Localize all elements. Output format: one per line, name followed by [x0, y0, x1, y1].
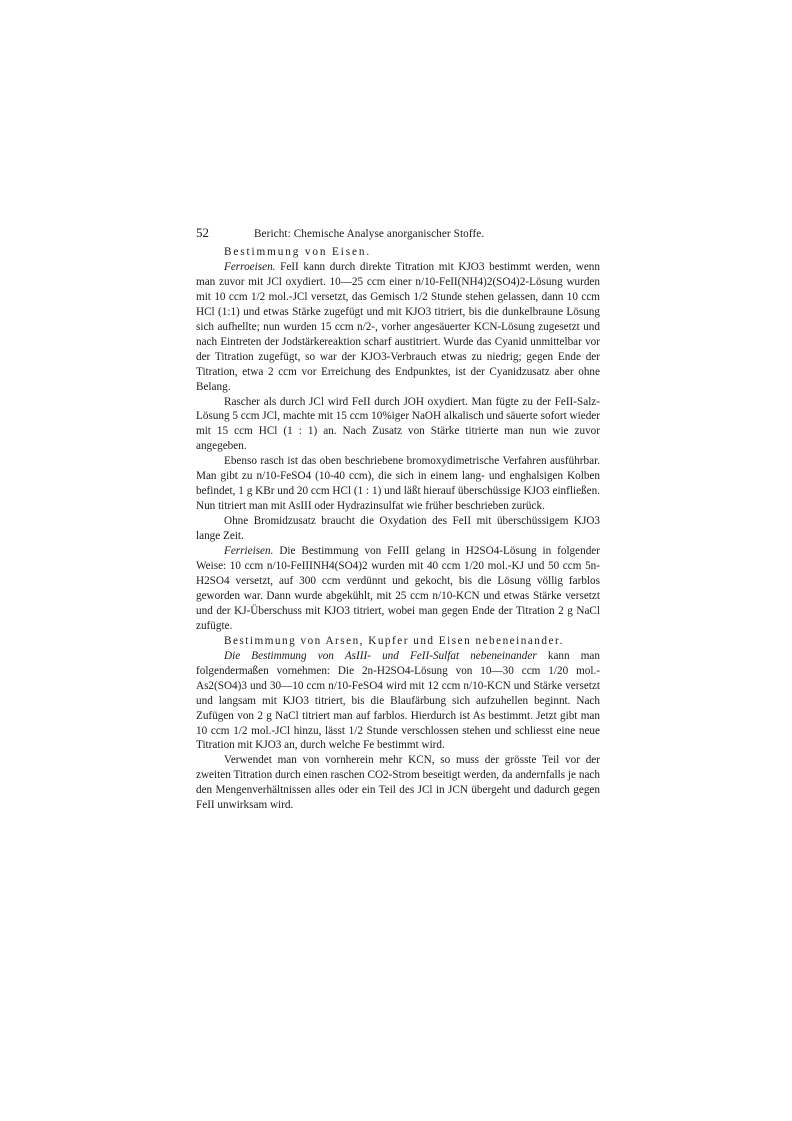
- paragraph-no-bromide: Ohne Bromidzusatz braucht die Oxydation des FeII mit überschüssigem KJO3 lange Zeit.: [196, 515, 600, 543]
- section-heading-iron: Bestimmung von Eisen.: [224, 246, 372, 258]
- paragraph-as-fe-sulfate: [196, 649, 600, 754]
- paragraph-body: kann man folgendermaßen vornehmen: Die 2n-H2SO4-Lösung von 10—30 ccm 1/20 mol.-As2(SO4)3 und 30—10 ccm n/10-FeSO4 wird mit 12 ccm n/10-KCN und Stärke versetzt und langsam mit KJO3 titriert, bis die Blaufärbung sich aufzuhellen beginnt. Nach Zufügen von 2 g NaCl titriert man auf farblos. Hierdurch ist As bestimmt. Jetzt gibt man 10 ccm 1/2 mol.-JCl hinzu, lässt 1/2 Stunde verschlossen stehen und schliesst eine neue Titration mit KJO3 an, durch welche Fe bestimmt wird.: [196, 649, 600, 752]
- paragraph-ferroeisen: [196, 260, 600, 395]
- section-heading-arsenic-copper-iron: Bestimmung von Arsen, Kupfer und Eisen nebeneinander.: [224, 634, 564, 647]
- paragraph-joh-oxidation: Rascher als durch JCl wird FeII durch JOH oxydiert. Man fügte zu der FeII-Salz-Lösung 5 ccm JCl, machte mit 15 ccm 10%iger NaOH alkalisch und säuerte sofort wieder mit 15 ccm HCl (1 : 1) an. Nach Zusatz von Stärke titrierte man nun wie zuvor angegeben.: [196, 395, 600, 453]
- running-title: Bericht: Chemische Analyse anorganischer Stoffe.: [254, 228, 485, 240]
- paragraph-ferrieisen: [196, 544, 600, 634]
- paragraph-body: FeII kann durch direkte Titration mit KJO3 bestimmt werden, wenn man zuvor mit JCl oxydiert. 10—25 ccm einer n/10-FeII(NH4)2(SO4)2-Lösung wurden mit 10 ccm 1/2 mol.-JCl versetzt, das Gemisch 1/2 Stunde stehen gelassen, dann 10 ccm HCl (1:1) und etwas Stärke zugefügt und mit KJO3 titriert, bis die dunkelbraune Lösung sich aufhellte; nun wurden 15 ccm n/2-, vorher angesäuerter KCN-Lösung zugesetzt und nach Eintreten der Jodstärkereaktion scharf austitriert. Wurde das Cyanid unmittelbar vor der Titration zugefügt, so war der KJO3-Verbrauch etwas zu niedrig; gegen Ende der Titration, etwa 2 ccm vor Erreichung des Endpunktes, ist der Cyanidzusatz aber ohne Belang.: [196, 260, 600, 393]
- page-number: 52: [196, 225, 209, 240]
- paragraph-kcn-excess: Verwendet man von vornherein mehr KCN, so muss der grösste Teil vor der zweiten Titration durch einen raschen CO2-Strom beseitigt werden, da andernfalls je nach den Mengenverhältnissen alles oder ein Teil des JCl in JCN übergeht und dadurch gegen FeII unwirksam wird.: [196, 754, 600, 812]
- paragraph-lead: Ferrieisen.: [224, 545, 274, 558]
- body-text: [196, 245, 600, 813]
- paragraph-lead: Ferroeisen.: [224, 260, 276, 273]
- paragraph-bromoxydimetric: Ebenso rasch ist das oben beschriebene bromoxydimetrische Verfahren ausführbar. Man gibt zu n/10-FeSO4 (10-40 ccm), die sich in einem lang- und enghalsigen Kolben befindet, 1 g KBr und 20 ccm HCl (1 : 1) und läßt hierauf überschüssige KJO3 einfließen. Nun titriert man mit AsIII oder Hydrazinsulfat wie früher beschrieben zurück.: [196, 455, 600, 513]
- paragraph-body: Die Bestimmung von FeIII gelang in H2SO4-Lösung in folgender Weise: 10 ccm n/10-FeIIINH4(SO4)2 wurden mit 40 ccm 1/20 mol.-KJ und 50 ccm 5n-H2SO4 versetzt, auf 300 ccm verdünnt und gekocht, bis die Lösung völlig farblos geworden war. Dann wurde abgekühlt, mit 25 ccm n/10-KCN und etwas Stärke versetzt und der KJ-Überschuss mit KJO3 titriert, wobei man gegen Ende der Titration 2 g NaCl zufügte.: [196, 545, 600, 632]
- paragraph-lead: Die Bestimmung von AsIII- und FeII-Sulfat nebeneinander: [224, 649, 537, 662]
